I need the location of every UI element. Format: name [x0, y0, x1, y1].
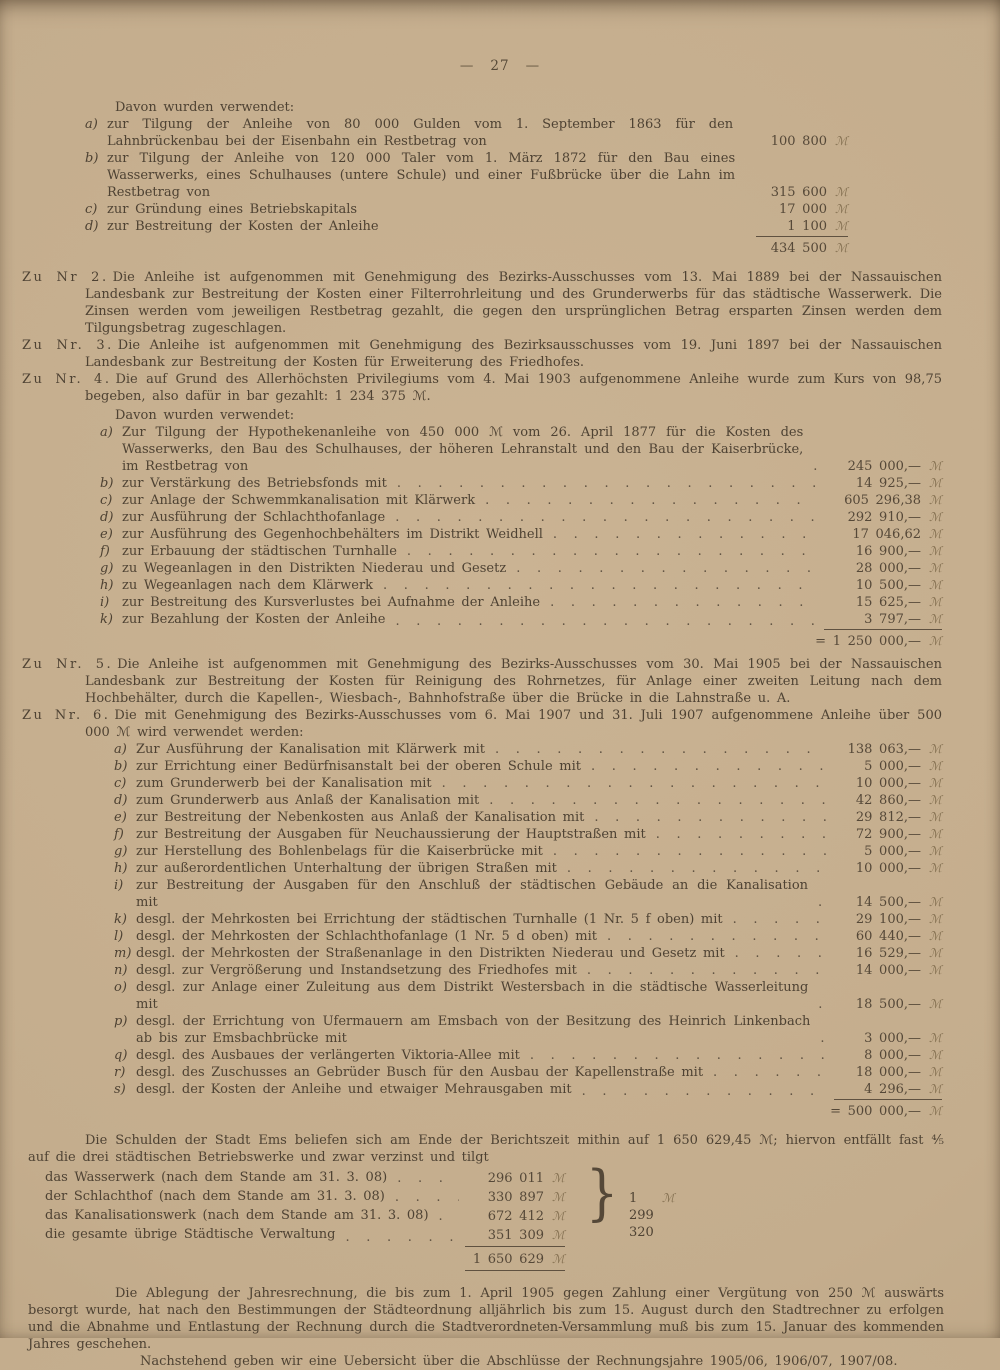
mark-currency-symbol: ℳ	[929, 1048, 942, 1062]
item-text: zu Wegeanlagen nach dem Klärwerk	[122, 578, 374, 593]
item-amount-cell	[465, 1207, 565, 1226]
item-marker: r)	[114, 1065, 126, 1080]
item-marker: e)	[100, 527, 113, 542]
item-marker: i)	[114, 878, 124, 893]
item-amount: 605 296,38	[844, 493, 921, 508]
item-amount-cell	[834, 792, 942, 809]
mark-currency-symbol: ℳ	[929, 1082, 942, 1096]
mark-currency-symbol: ℳ	[929, 595, 942, 609]
item-text: zur Bestreitung der Ausgaben für Neuchaussierung der Hauptstraßen mit	[136, 827, 646, 842]
dot-leader	[346, 1229, 460, 1247]
item-marker: q)	[114, 1048, 128, 1063]
item-amount-cell	[834, 962, 942, 979]
item-text: zur Tilgung der Anleihe von 120 000 Taler vom 1. März 1872 für den Bau eines Wasserwerks, eines Schulhauses (untere Schule) und einer Fußbrücke über die Lahn im Restbetrag von	[107, 151, 736, 200]
item-marker: g)	[114, 844, 128, 859]
list2-total-row	[100, 633, 942, 650]
item-amount: 292 910,—	[847, 510, 921, 525]
item-amount-cell	[465, 1226, 565, 1247]
mark-currency-symbol: ℳ	[929, 1104, 942, 1118]
item-text: zur Bestreitung der Nebenkosten aus Anlaß der Kanalisation mit	[136, 810, 585, 825]
list-item	[114, 1013, 942, 1047]
item-amount: 5 000,—	[864, 844, 921, 859]
item-marker: k)	[100, 612, 113, 627]
mark-currency-symbol: ℳ	[929, 997, 942, 1011]
item-text: zum Grunderwerb aus Anlaß der Kanalisation mit	[136, 793, 480, 808]
list3-total-cell	[830, 1103, 942, 1120]
dot-leader	[397, 475, 818, 492]
item-marker: m)	[114, 946, 132, 961]
item-text: zur Bestreitung der Ausgaben für den Anschluß der städtischen Gebäude an die Kanalisation mit	[136, 878, 809, 910]
closing-paragraph-1: Die Ablegung der Jahresrechnung, die bis zum 1. April 1905 gegen Zahlung einer Vergütung von 250 ℳ auswärts besorgt wurde, hat nach den Bestimmungen der Städteordnung alljährlich bis zum 15. August durch den Stadtrechner zu erfolgen und die Abnahme und Entlastung der Rechnung durch die Stadtverordneten-Versammlung muß bis zum 15. Januar des kommenden Jahres geschehen.	[28, 1286, 944, 1352]
item-text: zur Bestreitung des Kursverlustes bei Aufnahme der Anleihe	[122, 595, 541, 610]
item-text: zur Ausführung der Schlachthofanlage	[122, 510, 386, 525]
item-amount-cell	[834, 843, 942, 860]
dot-leader	[587, 962, 828, 979]
item-amount-cell	[834, 996, 942, 1013]
mark-currency-symbol: ℳ	[929, 578, 942, 592]
loan-1903-usage-list	[100, 424, 942, 650]
item-amount: 14 000,—	[855, 963, 921, 978]
page-number-value: 27	[490, 58, 510, 74]
mark-currency-symbol: ℳ	[929, 561, 942, 575]
page-number-dash-right: —	[525, 58, 541, 74]
item-marker: o)	[114, 980, 127, 995]
dot-leader	[553, 526, 818, 543]
note-nr5-label: Zu Nr. 5.	[22, 657, 114, 672]
mark-currency-symbol: ℳ	[929, 861, 942, 875]
mark-currency-symbol: ℳ	[929, 912, 942, 926]
note-nr2	[22, 269, 942, 337]
mark-currency-symbol: ℳ	[552, 1228, 565, 1242]
dot-leader	[818, 996, 828, 1013]
dot-leader	[567, 860, 828, 877]
list-item	[114, 809, 942, 826]
item-marker: c)	[114, 776, 127, 791]
item-text: Zur Tilgung der Hypothekenanleihe von 450 000 ℳ vom 26. April 1877 für die Kosten des Wasserwerks, den Bau des Schulhauses, der höheren Lehranstalt und den Bau der Kaiserbrücke, im Restbetrag von	[122, 425, 804, 474]
mark-currency-symbol: ℳ	[929, 895, 942, 909]
dot-leader	[733, 911, 828, 928]
item-text: desgl. zur Anlage einer Zuleitung aus dem Distrikt Westersbach in die städtische Wasserleitung mit	[136, 980, 809, 1012]
item-marker: l)	[114, 929, 124, 944]
item-marker: s)	[114, 1082, 126, 1097]
mark-currency-symbol: ℳ	[929, 946, 942, 960]
mark-currency-symbol: ℳ	[929, 742, 942, 756]
dot-leader	[516, 560, 818, 577]
dot-leader	[383, 577, 818, 594]
mark-currency-symbol: ℳ	[929, 963, 942, 977]
item-amount: 18 500,—	[855, 997, 921, 1012]
mark-currency-symbol: ℳ	[929, 459, 942, 473]
mark-currency-symbol: ℳ	[929, 759, 942, 773]
item-amount: 14 500,—	[855, 895, 921, 910]
item-amount-cell	[834, 775, 942, 792]
note-nr3-label: Zu Nr. 3.	[22, 338, 114, 353]
item-text: desgl. der Mehrkosten bei Errichtung der städtischen Turnhalle (1 Nr. 5 f oben) mit	[136, 912, 723, 927]
item-amount: 10 000,—	[855, 861, 921, 876]
mark-currency-symbol: ℳ	[835, 241, 848, 255]
item-marker: b)	[114, 759, 128, 774]
item-amount-cell	[834, 911, 942, 928]
item-amount-cell	[824, 509, 942, 526]
item-amount: 16 900,—	[855, 544, 921, 559]
item-text: desgl. der Errichtung von Ufermauern am Emsbach von der Besitzung des Heinrich Linkenbach ab bis zur Emsbachbrücke mit	[136, 1014, 811, 1046]
list-item	[114, 1081, 942, 1100]
dot-leader	[582, 1083, 828, 1100]
list1-total-amount: 434 500	[770, 241, 827, 256]
item-marker: h)	[114, 861, 128, 876]
item-amount-cell	[834, 894, 942, 911]
item-amount: 3 000,—	[864, 1031, 921, 1046]
dot-leader	[818, 894, 828, 911]
dot-leader	[396, 613, 819, 630]
item-amount: 100 800	[770, 134, 827, 149]
page-number-dash-left: —	[459, 58, 475, 74]
item-text: desgl. der Kosten der Anleihe und etwaiger Mehrausgaben mit	[136, 1082, 572, 1097]
item-amount: 72 900,—	[855, 827, 921, 842]
dot-leader	[489, 792, 828, 809]
item-text: zur Tilgung der Anleihe von 80 000 Gulden vom 1. September 1863 für den Lahnbrückenbau bei der Eisenbahn ein Restbetrag von	[107, 117, 734, 149]
dot-leader	[735, 945, 828, 962]
list-item	[45, 1207, 565, 1226]
list-item	[100, 577, 942, 594]
list-item	[114, 843, 942, 860]
mark-currency-symbol: ℳ	[929, 929, 942, 943]
item-amount: 296 011	[487, 1171, 544, 1186]
item-amount: 245 000,—	[847, 459, 921, 474]
list-item	[100, 492, 942, 509]
item-text: zur Erbauung der städtischen Turnhalle	[122, 544, 397, 559]
item-amount-cell	[824, 577, 942, 594]
item-marker: e)	[114, 810, 127, 825]
list-item	[85, 150, 848, 201]
item-amount: 15 625,—	[855, 595, 921, 610]
mark-currency-symbol: ℳ	[929, 544, 942, 558]
dot-leader	[607, 928, 828, 945]
item-marker: d)	[100, 510, 114, 525]
item-amount: 42 860,—	[855, 793, 921, 808]
mark-currency-symbol: ℳ	[929, 827, 942, 841]
list-item	[45, 1226, 565, 1247]
item-amount-cell	[834, 809, 942, 826]
item-amount-cell	[824, 475, 942, 492]
list-item	[100, 543, 942, 560]
item-marker: d)	[85, 219, 99, 234]
list-item	[85, 201, 848, 218]
mark-currency-symbol: ℳ	[661, 1191, 675, 1205]
item-amount-cell	[824, 611, 942, 630]
item-amount: 29 812,—	[855, 810, 921, 825]
list-item	[114, 1064, 942, 1081]
mark-currency-symbol: ℳ	[929, 1031, 942, 1045]
list-item	[114, 928, 942, 945]
note-nr5-text: Die Anleihe ist aufgenommen mit Genehmigung des Bezirks-Ausschusses vom 30. Mai 1905 bei der Nassauischen Landesbank zur Bestreitung der Kosten für Reinigung des Rohrnetzes, für Anlage einer zweiten Leitung nach dem Hochbehälter, durch die Kapellen-, Wiesbach-, Bahnhofstraße über die Brücke in die Lahnstraße u. A.	[85, 657, 942, 706]
item-marker: f)	[114, 827, 124, 842]
item-amount: 10 500,—	[855, 578, 921, 593]
note-nr5	[22, 656, 942, 707]
dot-leader	[550, 594, 818, 611]
mark-currency-symbol: ℳ	[929, 1065, 942, 1079]
item-amount-cell	[834, 741, 942, 758]
item-marker: k)	[114, 912, 127, 927]
item-amount-cell	[756, 133, 848, 150]
debt-summary-paragraph: Die Schulden der Stadt Ems beliefen sich am Ende der Berichtszeit mithin auf 1 650 629,45 ℳ; hiervon entfällt fast ⁴⁄₅ auf die drei städtischen Betriebswerke und zwar verzinst und tilgt	[28, 1133, 944, 1165]
list-item	[85, 218, 848, 237]
item-amount-cell	[756, 201, 848, 218]
note-nr2-label: Zu Nr 2.	[22, 270, 109, 285]
mark-currency-symbol: ℳ	[929, 793, 942, 807]
list-item	[114, 792, 942, 809]
debt-breakdown-table	[45, 1158, 675, 1271]
debt-total-amount: 1 650 629	[472, 1252, 544, 1267]
mark-currency-symbol: ℳ	[929, 493, 942, 507]
closing-paragraph-2: Nachstehend geben wir eine Uebersicht über die Abschlüsse der Rechnungsjahre 1905/06, 1906/07, 1907/08.	[140, 1354, 898, 1369]
mark-currency-symbol: ℳ	[929, 612, 942, 626]
list-item	[45, 1188, 565, 1207]
mark-currency-symbol: ℳ	[835, 202, 848, 216]
item-amount-cell	[465, 1169, 565, 1188]
item-text: zur Gründung eines Betriebskapitals	[107, 202, 358, 217]
item-marker: c)	[100, 493, 113, 508]
item-text: zu Wegeanlagen in den Distrikten Niederau und Gesetz	[122, 561, 507, 576]
debt-subtotal-amount: 1 299 320	[629, 1191, 654, 1240]
item-text: zum Grunderwerb bei der Kanalisation mit	[136, 776, 432, 791]
list-item	[114, 860, 942, 877]
item-marker: a)	[114, 742, 127, 757]
dot-leader	[395, 509, 818, 526]
list-item	[45, 1169, 565, 1188]
dot-leader	[820, 1030, 828, 1047]
intro-line-2: Davon wurden verwendet:	[115, 408, 295, 423]
list-item	[85, 116, 848, 150]
item-amount: 330 897	[487, 1190, 544, 1205]
item-amount-cell	[756, 218, 848, 237]
mark-currency-symbol: ℳ	[929, 776, 942, 790]
item-text: desgl. des Ausbaues der verlängerten Viktoria-Allee mit	[136, 1048, 520, 1063]
loan-1863-usage-list	[85, 116, 848, 257]
item-amount-cell	[834, 826, 942, 843]
item-amount: 4 296,—	[864, 1082, 921, 1097]
note-nr6	[22, 707, 942, 741]
item-amount-cell	[824, 543, 942, 560]
item-marker: b)	[85, 151, 99, 166]
dot-leader	[397, 1170, 459, 1188]
item-amount: 18 000,—	[855, 1065, 921, 1080]
note-nr2-text: Die Anleihe ist aufgenommen mit Genehmigung des Bezirks-Ausschusses vom 13. Mai 1889 bei der Nassauischen Landesbank zur Bestreitung der Kosten einer Filterrohrleitung und des Grunderwerbs für das städtische Wasserwerk. Die Zinsen werden vom jeweiligen Restbetrag gezahlt, die gegen den ursprünglichen Betrag ersparten Zinsen werden dem Tilgungsbetrag zugeschlagen.	[85, 270, 942, 336]
item-amount: 351 309	[487, 1228, 544, 1243]
dot-leader	[591, 758, 828, 775]
list-item	[114, 758, 942, 775]
item-amount-cell	[824, 492, 942, 509]
dot-leader	[594, 809, 828, 826]
item-amount-cell	[824, 458, 942, 475]
list-item	[100, 560, 942, 577]
debt-total-cell	[465, 1250, 565, 1271]
dot-leader	[442, 775, 828, 792]
item-text: desgl. des Zuschusses an Gebrüder Busch für den Ausbau der Kapellenstraße mit	[136, 1065, 704, 1080]
item-marker: i)	[100, 595, 110, 610]
mark-currency-symbol: ℳ	[552, 1171, 565, 1185]
item-text: desgl. zur Vergrößerung und Instandsetzung des Friedhofes mit	[136, 963, 577, 978]
item-marker: b)	[100, 476, 114, 491]
list-item	[114, 775, 942, 792]
dot-leader	[713, 1064, 828, 1081]
list-item	[100, 594, 942, 611]
mark-currency-symbol: ℳ	[835, 185, 848, 199]
dot-leader	[439, 1208, 459, 1226]
list-item	[114, 826, 942, 843]
item-amount-cell	[834, 1081, 942, 1100]
note-nr6-label: Zu Nr. 6.	[22, 708, 111, 723]
list-item	[100, 509, 942, 526]
item-marker: g)	[100, 561, 114, 576]
mark-currency-symbol: ℳ	[835, 134, 848, 148]
item-amount-cell	[824, 594, 942, 611]
mark-currency-symbol: ℳ	[552, 1209, 565, 1223]
item-text: das Kanalisationswerk (nach dem Stande am 31. 3. 08)	[45, 1208, 429, 1223]
item-amount-cell	[824, 526, 942, 543]
item-amount: 672 412	[487, 1209, 544, 1224]
loan-1907-usage-list	[114, 741, 942, 1120]
item-amount: 1 100	[787, 219, 827, 234]
item-marker: f)	[100, 544, 110, 559]
item-text: die gesamte übrige Städtische Verwaltung	[45, 1227, 336, 1242]
item-text: desgl. der Mehrkosten der Schlachthofanlage (1 Nr. 5 d oben) mit	[136, 929, 597, 944]
note-nr6-text: Die mit Genehmigung des Bezirks-Ausschusses vom 6. Mai 1907 und 31. Juli 1907 aufgenommene Anleihe über 500 000 ℳ wird verwendet werden:	[85, 708, 942, 740]
item-amount-cell	[834, 860, 942, 877]
item-amount: 5 000,—	[864, 759, 921, 774]
mark-currency-symbol: ℳ	[552, 1190, 565, 1204]
dot-leader	[485, 492, 818, 509]
item-text: zur Herstellung des Bohlenbelags für die Kaiserbrücke mit	[136, 844, 543, 859]
item-amount-cell	[834, 1047, 942, 1064]
item-amount: 60 440,—	[855, 929, 921, 944]
mark-currency-symbol: ℳ	[929, 510, 942, 524]
item-amount: 315 600	[770, 185, 827, 200]
item-marker: c)	[85, 202, 98, 217]
item-amount: 29 100,—	[855, 912, 921, 927]
list-item	[100, 526, 942, 543]
item-text: zur Anlage der Schwemmkanalisation mit Klärwerk	[122, 493, 476, 508]
list1-total-row	[85, 240, 848, 257]
list-item	[114, 1047, 942, 1064]
item-text: zur Bezahlung der Kosten der Anleihe	[122, 612, 386, 627]
item-amount: 10 000,—	[855, 776, 921, 791]
mark-currency-symbol: ℳ	[835, 219, 848, 233]
mark-currency-symbol: ℳ	[552, 1252, 565, 1266]
list2-total-amount: = 1 250 000,—	[815, 634, 921, 649]
item-text: das Wasserwerk (nach dem Stande am 31. 3. 08)	[45, 1170, 388, 1185]
list-item	[114, 979, 942, 1013]
dot-leader	[656, 826, 828, 843]
page-number	[0, 58, 1000, 75]
item-marker: p)	[114, 1014, 128, 1029]
mark-currency-symbol: ℳ	[929, 476, 942, 490]
item-amount-cell	[824, 560, 942, 577]
item-text: der Schlachthof (nach dem Stande am 31. 3. 08)	[45, 1189, 385, 1204]
list-item	[114, 962, 942, 979]
note-nr4-label: Zu Nr. 4.	[22, 372, 112, 387]
dot-leader	[530, 1047, 828, 1064]
note-nr3	[22, 337, 942, 371]
item-text: zur Ausführung des Gegenhochbehälters im Distrikt Weidhell	[122, 527, 543, 542]
item-text: zur Bestreitung der Kosten der Anleihe	[107, 219, 379, 234]
mark-currency-symbol: ℳ	[929, 844, 942, 858]
item-amount: 28 000,—	[855, 561, 921, 576]
list3-total-row	[114, 1103, 942, 1120]
note-nr4	[22, 371, 942, 405]
list-item	[100, 475, 942, 492]
intro-line-1: Davon wurden verwendet:	[115, 100, 295, 115]
item-marker: a)	[100, 425, 113, 440]
item-amount-cell	[834, 758, 942, 775]
note-nr4-text: Die auf Grund des Allerhöchsten Privilegiums vom 4. Mai 1903 aufgenommene Anleihe wurde zum Kurs von 98,75 begeben, also dafür in bar gezahlt: 1 234 375 ℳ.	[85, 372, 942, 404]
item-amount: 16 529,—	[855, 946, 921, 961]
dot-leader	[395, 1189, 459, 1207]
list-item	[114, 741, 942, 758]
list1-total-cell	[756, 240, 848, 257]
debt-total-row	[45, 1250, 565, 1271]
dot-leader	[813, 458, 818, 475]
list-item	[114, 877, 942, 911]
list-item	[114, 945, 942, 962]
item-amount: 17 046,62	[852, 527, 921, 542]
item-amount: 14 925,—	[855, 476, 921, 491]
item-text: Zur Ausführung der Kanalisation mit Klärwerk mit	[136, 742, 485, 757]
item-marker: h)	[100, 578, 114, 593]
mark-currency-symbol: ℳ	[929, 634, 942, 648]
item-text: zur Verstärkung des Betriebsfonds mit	[122, 476, 387, 491]
dot-leader	[495, 741, 828, 758]
list-item	[100, 611, 942, 630]
item-amount-cell	[834, 1030, 942, 1047]
dot-leader	[553, 843, 828, 860]
list-item	[114, 911, 942, 928]
item-marker: a)	[85, 117, 98, 132]
item-amount: 3 797,—	[864, 612, 921, 627]
item-amount-cell	[834, 928, 942, 945]
note-nr3-text: Die Anleihe ist aufgenommen mit Genehmigung des Bezirksausschusses vom 19. Juni 1897 bei der Nassauischen Landesbank zur Bestreitung der Kosten für Erweiterung des Friedhofes.	[85, 338, 942, 370]
item-amount-cell	[756, 184, 848, 201]
grouping-brace: }	[585, 1158, 619, 1228]
dot-leader	[407, 543, 818, 560]
item-amount: 17 000	[779, 202, 827, 217]
item-amount-cell	[834, 1064, 942, 1081]
item-amount: 138 063,—	[847, 742, 921, 757]
item-text: desgl. der Mehrkosten der Straßenanlage in den Distrikten Niederau und Gesetz mit	[136, 946, 725, 961]
list3-total-amount: = 500 000,—	[830, 1104, 921, 1119]
list2-total-cell	[815, 633, 942, 650]
item-amount-cell	[465, 1188, 565, 1207]
item-amount: 8 000,—	[864, 1048, 921, 1063]
list-item	[100, 424, 942, 475]
item-marker: d)	[114, 793, 128, 808]
mark-currency-symbol: ℳ	[929, 810, 942, 824]
item-text: zur außerordentlichen Unterhaltung der übrigen Straßen mit	[136, 861, 557, 876]
debt-subtotal	[629, 1190, 675, 1241]
mark-currency-symbol: ℳ	[929, 527, 942, 541]
item-marker: n)	[114, 963, 128, 978]
item-text: zur Errichtung einer Bedürfnisanstalt bei der oberen Schule mit	[136, 759, 581, 774]
item-amount-cell	[834, 945, 942, 962]
